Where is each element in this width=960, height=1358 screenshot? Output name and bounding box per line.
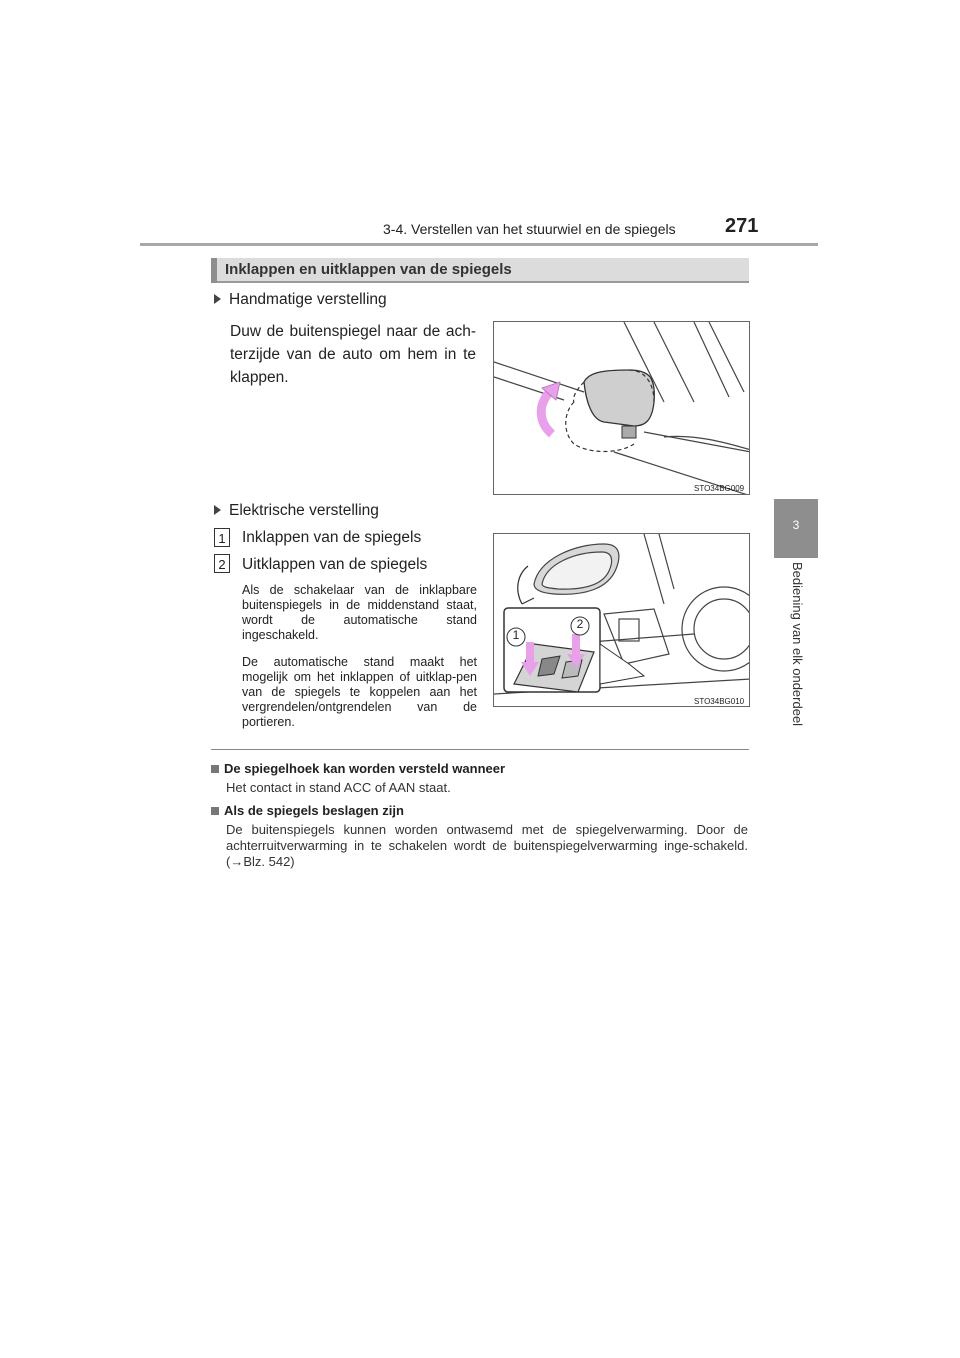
figure-label-2: 2 xyxy=(576,617,584,631)
chapter-label: Bediening van elk onderdeel xyxy=(790,562,805,727)
triangle-bullet-icon xyxy=(214,294,221,304)
item-number-1: 1 xyxy=(214,528,230,547)
item-label-1: Inklappen van de spiegels xyxy=(242,529,422,546)
section-heading-text: Inklappen en uitklappen van de spiegels xyxy=(225,261,512,278)
manual-subheading xyxy=(214,291,387,309)
item-label-2: Uitklappen van de spiegels xyxy=(242,556,428,573)
note-heading-1-text: De spiegelhoek kan worden versteld wanneer xyxy=(224,761,506,776)
square-bullet-icon xyxy=(211,765,219,773)
header-rule xyxy=(140,243,818,246)
mirror-fold-illustration xyxy=(494,322,750,495)
figure-code-2: STO34BG010 xyxy=(694,697,745,706)
item-number-2: 2 xyxy=(214,554,230,573)
page-number: 271 xyxy=(725,215,759,237)
square-bullet-icon xyxy=(211,807,219,815)
electric-paragraph-1: Als de schakelaar van de inklapbare buitenspiegels in de middenstand staat, wordt de automatische stand ingeschakeld. xyxy=(242,583,477,642)
note-body-2: De buitenspiegels kunnen worden ontwasemd met de spiegelverwarming. Door de achterruitverwarming in te schakelen wordt de buitenspiegelverwarming inge-schakeld. (→Blz. 542) xyxy=(226,822,748,869)
figure-code-1: STO34BG009 xyxy=(694,484,745,493)
chapter-number: 3 xyxy=(792,518,800,532)
notes-divider xyxy=(211,749,749,750)
mirror-switch-figure xyxy=(493,533,750,707)
electric-subheading-text: Elektrische verstelling xyxy=(229,502,379,519)
note-body-1: Het contact in stand ACC of AAN staat. xyxy=(226,780,451,795)
triangle-bullet-icon xyxy=(214,505,221,515)
section-heading-bar xyxy=(211,258,217,283)
mirror-fold-figure xyxy=(493,321,750,495)
manual-subheading-text: Handmatige verstelling xyxy=(229,291,387,308)
note-heading-1 xyxy=(211,761,505,776)
section-heading xyxy=(211,258,749,283)
mirror-switch-illustration xyxy=(494,534,750,707)
electric-subheading xyxy=(214,502,379,520)
note-heading-2-text: Als de spiegels beslagen zijn xyxy=(224,803,404,818)
manual-paragraph: Duw de buitenspiegel naar de ach-terzijde van de auto om hem in te klappen. xyxy=(230,323,476,386)
note-heading-2 xyxy=(211,803,404,818)
header-title: 3-4. Verstellen van het stuurwiel en de spiegels xyxy=(383,221,676,237)
figure-label-1: 1 xyxy=(512,628,520,642)
electric-paragraph-2: De automatische stand maakt het mogelijk om het inklappen of uitklap-pen van de spiegels te koppelen aan het vergrendelen/ontgrendelen van de portieren. xyxy=(242,655,477,729)
